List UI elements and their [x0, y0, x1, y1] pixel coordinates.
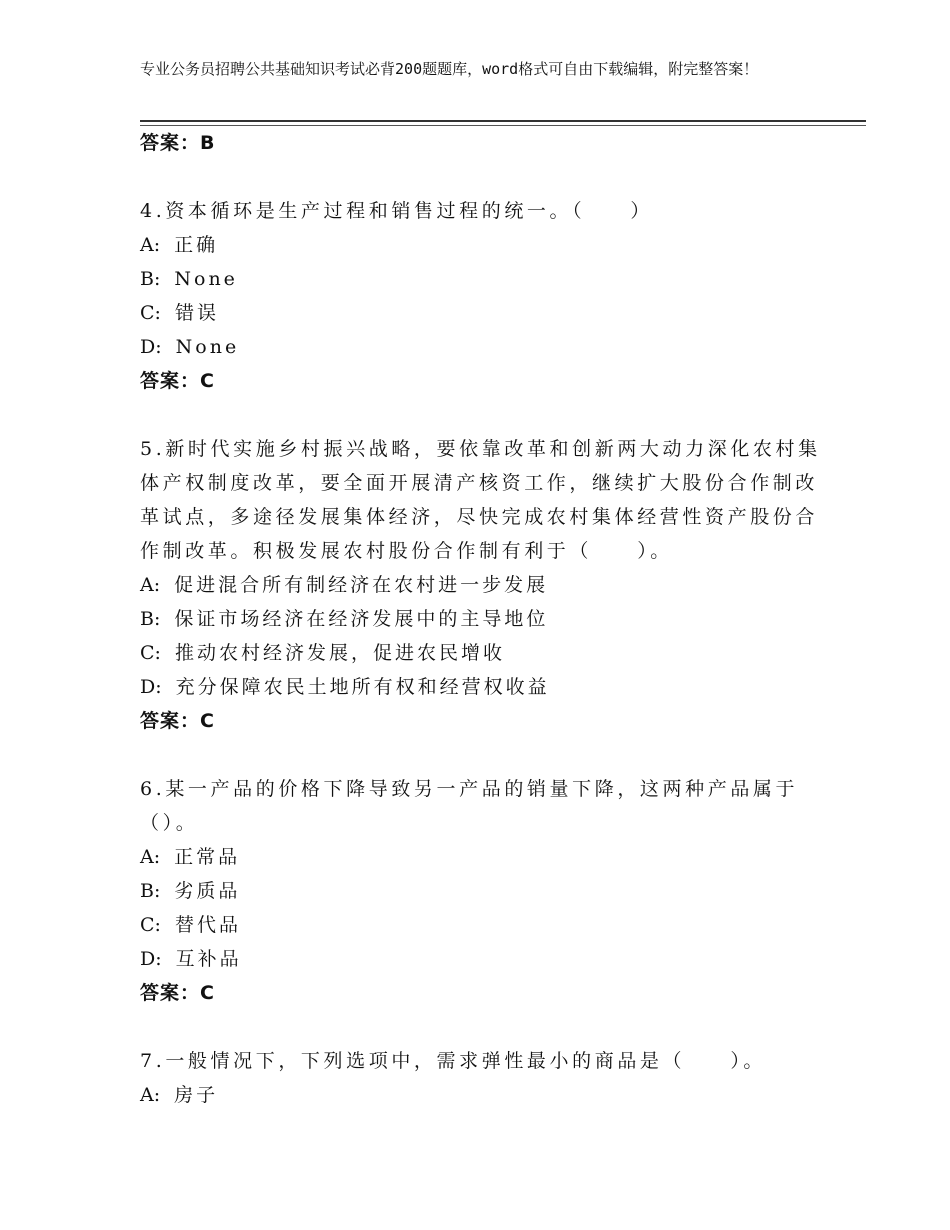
option-text: 推动农村经济发展，促进农民增收 — [174, 642, 505, 664]
option-text: None — [175, 336, 240, 358]
option-text: 房子 — [174, 1084, 219, 1106]
page-header: 专业公务员招聘公共基础知识考试必背200题题库，word格式可自由下载编辑，附完整答案！ — [140, 60, 759, 78]
answer-line: 答案：C — [140, 710, 215, 732]
option-d — [140, 670, 840, 704]
answer-line: 答案：C — [140, 982, 215, 1004]
option-text: 充分保障农民土地所有权和经营权收益 — [175, 676, 550, 698]
option-letter: A: — [140, 846, 161, 868]
option-a — [140, 840, 840, 874]
option-b — [140, 262, 840, 296]
question-block — [140, 1044, 840, 1112]
option-text: 劣质品 — [174, 880, 241, 902]
option-letter: A: — [140, 234, 161, 256]
option-c — [140, 636, 840, 670]
option-d — [140, 330, 840, 364]
question-text: 7.一般情况下，下列选项中，需求弹性最小的商品是（ ）。 — [140, 1050, 767, 1072]
option-text: 正常品 — [174, 846, 241, 868]
question-text: 5.新时代实施乡村振兴战略，要依靠改革和创新两大动力深化农村集体产权制度改革，要全面开展清产核资工作，继续扩大股份合作制改革试点，多途径发展集体经济，尽快完成农村集体经营性资产股份合作制改革。积极发展农村股份合作制有利于（ ）。 — [140, 438, 821, 562]
answer-line: 答案：C — [140, 370, 215, 392]
header-rule — [140, 120, 866, 122]
option-letter: B: — [140, 268, 161, 290]
option-b — [140, 874, 840, 908]
option-letter: D: — [140, 336, 162, 358]
option-letter: D: — [140, 676, 162, 698]
option-b — [140, 602, 840, 636]
option-text: None — [174, 268, 238, 290]
question-block — [140, 194, 840, 398]
option-d — [140, 942, 840, 976]
option-letter: C: — [140, 914, 161, 936]
option-a — [140, 228, 840, 262]
option-letter: C: — [140, 302, 161, 324]
option-c — [140, 908, 840, 942]
option-text: 促进混合所有制经济在农村进一步发展 — [174, 574, 549, 596]
question-block — [140, 432, 840, 738]
option-letter: A: — [140, 1084, 161, 1106]
answer-line: 答案：B — [140, 132, 216, 154]
option-letter: B: — [140, 880, 161, 902]
option-text: 正确 — [174, 234, 219, 256]
question-text: 4.资本循环是生产过程和销售过程的统一。（ ） — [140, 200, 654, 222]
question-block — [140, 772, 840, 1010]
option-a — [140, 568, 840, 602]
option-text: 互补品 — [175, 948, 242, 970]
option-text: 错误 — [174, 302, 219, 324]
option-a — [140, 1078, 840, 1112]
option-text: 保证市场经济在经济发展中的主导地位 — [174, 608, 549, 630]
option-letter: B: — [140, 608, 161, 630]
question-text: 6.某一产品的价格下降导致另一产品的销量下降，这两种产品属于（）。 — [140, 778, 799, 834]
option-text: 替代品 — [174, 914, 241, 936]
question-list — [140, 126, 840, 1112]
option-c — [140, 296, 840, 330]
option-letter: C: — [140, 642, 161, 664]
option-letter: A: — [140, 574, 161, 596]
option-letter: D: — [140, 948, 162, 970]
